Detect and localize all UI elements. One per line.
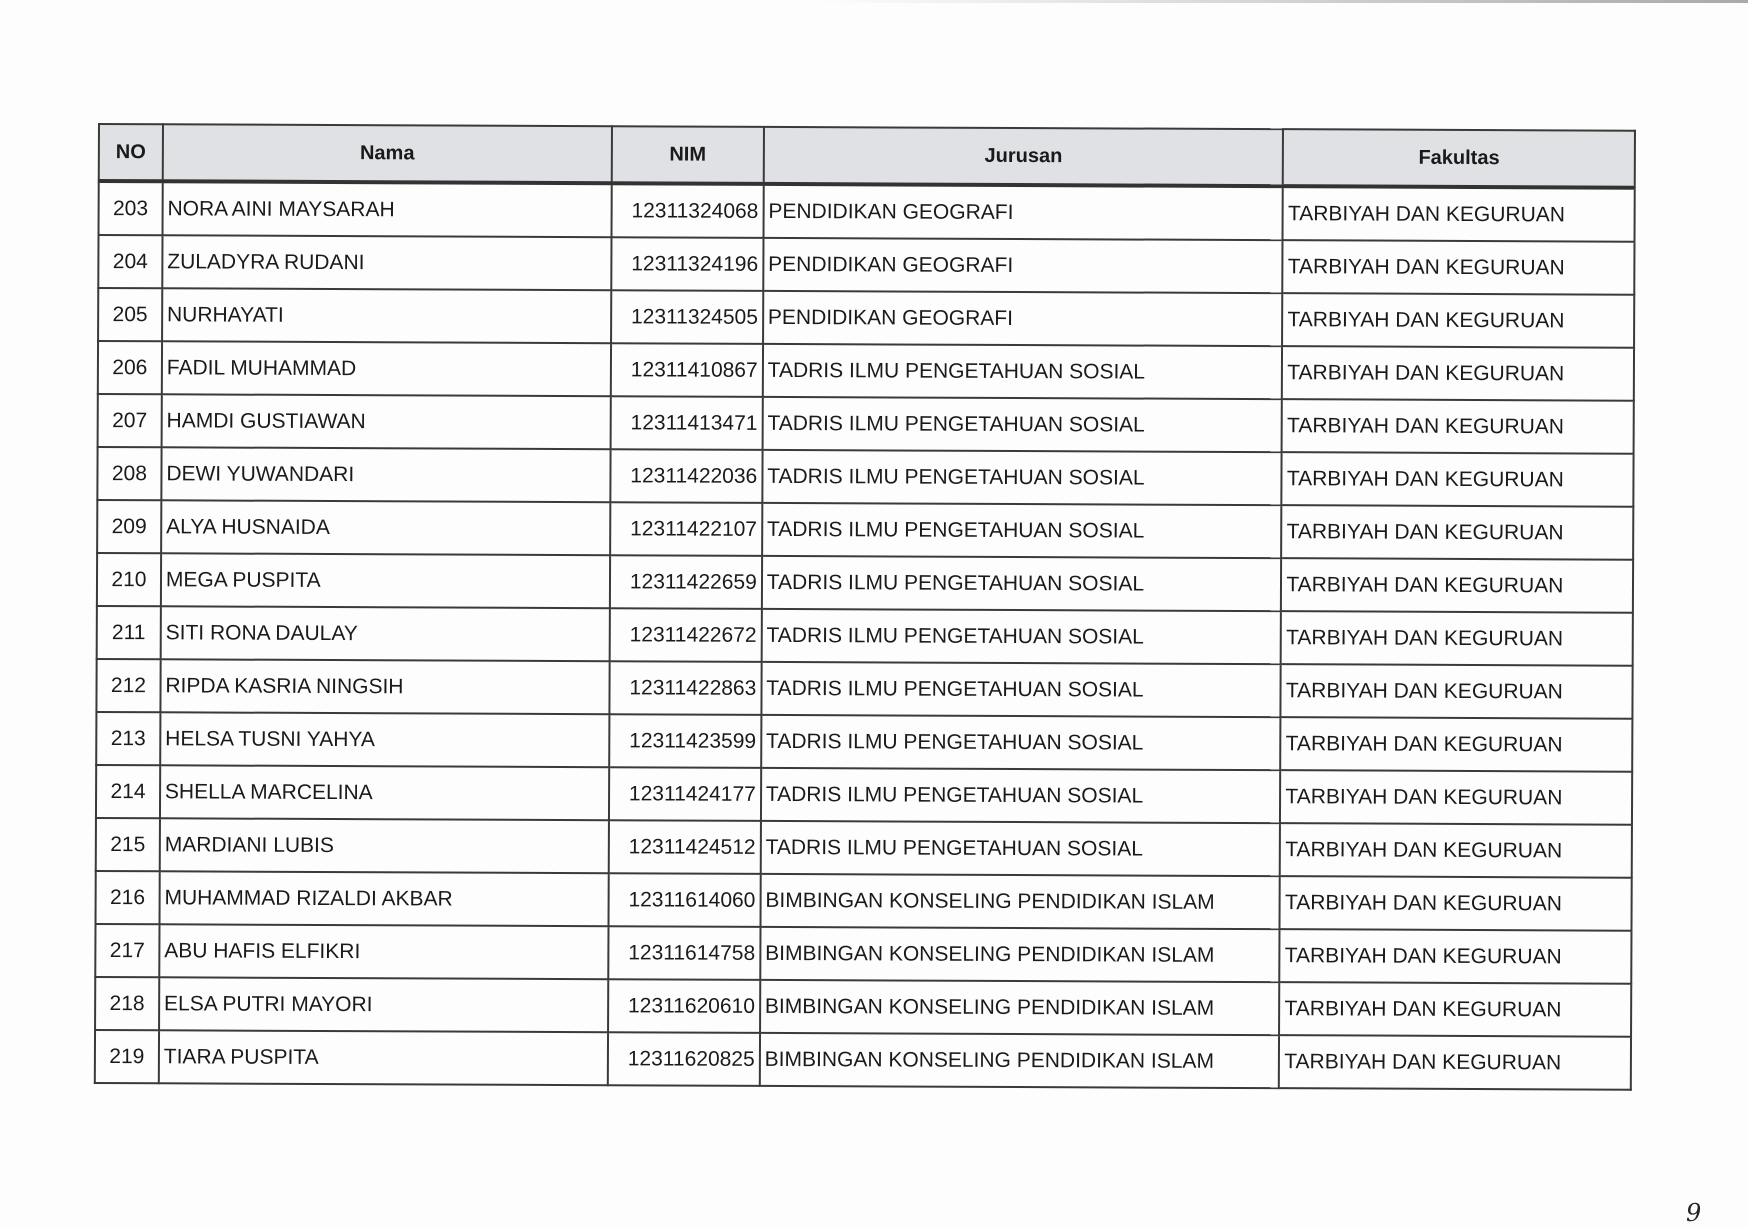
scan-top-edge xyxy=(820,0,1748,3)
page-number-mark: 9 xyxy=(1686,1199,1702,1227)
cell-nim: 12311410867 xyxy=(611,343,763,397)
cell-jurusan: TADRIS ILMU PENGETAHUAN SOSIAL xyxy=(762,556,1282,611)
cell-nim: 12311423599 xyxy=(609,714,761,768)
cell-no: 209 xyxy=(97,500,161,553)
cell-no: 212 xyxy=(96,659,160,712)
cell-fakultas: TARBIYAH DAN KEGURUAN xyxy=(1282,346,1634,401)
cell-no: 213 xyxy=(96,712,160,765)
cell-nim: 12311324505 xyxy=(611,290,763,344)
header-jurusan: Jurusan xyxy=(764,127,1284,186)
cell-fakultas: TARBIYAH DAN KEGURUAN xyxy=(1282,399,1634,454)
cell-fakultas: TARBIYAH DAN KEGURUAN xyxy=(1279,1035,1631,1090)
cell-no: 211 xyxy=(97,606,161,659)
cell-nim: 12311424512 xyxy=(609,820,761,874)
cell-fakultas: TARBIYAH DAN KEGURUAN xyxy=(1281,558,1633,613)
cell-nama: ZULADYRA RUDANI xyxy=(162,235,611,290)
table-row xyxy=(96,659,1632,719)
cell-fakultas: TARBIYAH DAN KEGURUAN xyxy=(1283,240,1635,295)
cell-jurusan: TADRIS ILMU PENGETAHUAN SOSIAL xyxy=(761,609,1281,664)
cell-jurusan: TADRIS ILMU PENGETAHUAN SOSIAL xyxy=(761,715,1281,770)
table-row xyxy=(95,977,1631,1037)
header-no: NO xyxy=(99,124,163,181)
header-nama: Nama xyxy=(163,124,612,183)
table-row xyxy=(95,924,1631,984)
cell-nim: 12311422863 xyxy=(609,661,761,715)
cell-fakultas: TARBIYAH DAN KEGURUAN xyxy=(1281,717,1633,772)
table-row xyxy=(97,447,1633,507)
cell-no: 206 xyxy=(98,341,162,394)
cell-fakultas: TARBIYAH DAN KEGURUAN xyxy=(1282,293,1634,348)
cell-fakultas: TARBIYAH DAN KEGURUAN xyxy=(1283,186,1635,242)
cell-nama: SITI RONA DAULAY xyxy=(161,606,610,661)
header-row xyxy=(99,124,1635,188)
cell-fakultas: TARBIYAH DAN KEGURUAN xyxy=(1279,982,1631,1037)
cell-fakultas: TARBIYAH DAN KEGURUAN xyxy=(1281,611,1633,666)
cell-fakultas: TARBIYAH DAN KEGURUAN xyxy=(1280,876,1632,931)
cell-no: 215 xyxy=(96,818,160,871)
cell-nama: ELSA PUTRI MAYORI xyxy=(159,977,608,1032)
cell-jurusan: BIMBINGAN KONSELING PENDIDIKAN ISLAM xyxy=(760,927,1280,982)
cell-nama: ALYA HUSNAIDA xyxy=(161,500,610,555)
cell-jurusan: PENDIDIKAN GEOGRAFI xyxy=(763,184,1283,240)
table-row xyxy=(96,765,1632,825)
cell-no: 203 xyxy=(99,181,163,235)
cell-fakultas: TARBIYAH DAN KEGURUAN xyxy=(1280,770,1632,825)
cell-nama: SHELLA MARCELINA xyxy=(160,765,609,820)
cell-no: 205 xyxy=(98,288,162,341)
table-row xyxy=(97,553,1633,613)
cell-nama: HELSA TUSNI YAHYA xyxy=(160,712,609,767)
cell-nim: 12311620825 xyxy=(608,1032,760,1086)
cell-jurusan: BIMBINGAN KONSELING PENDIDIKAN ISLAM xyxy=(760,874,1280,929)
table-row xyxy=(98,235,1634,295)
cell-nim: 12311614758 xyxy=(608,926,760,980)
cell-nama: TIARA PUSPITA xyxy=(159,1030,608,1085)
cell-jurusan: TADRIS ILMU PENGETAHUAN SOSIAL xyxy=(761,662,1281,717)
cell-nim: 12311424177 xyxy=(609,767,761,821)
cell-nim: 12311422672 xyxy=(610,608,762,662)
table-row xyxy=(98,288,1634,348)
student-table xyxy=(94,123,1636,1091)
cell-nim: 12311422107 xyxy=(610,502,762,556)
table-row xyxy=(98,394,1634,454)
cell-nama: MARDIANI LUBIS xyxy=(160,818,609,873)
cell-jurusan: PENDIDIKAN GEOGRAFI xyxy=(763,291,1283,346)
cell-nim: 12311324196 xyxy=(611,237,763,291)
cell-fakultas: TARBIYAH DAN KEGURUAN xyxy=(1280,823,1632,878)
cell-no: 217 xyxy=(95,924,159,977)
cell-no: 210 xyxy=(97,553,161,606)
cell-fakultas: TARBIYAH DAN KEGURUAN xyxy=(1282,452,1634,507)
cell-nim: 12311620610 xyxy=(608,979,760,1033)
table-header xyxy=(99,124,1635,188)
cell-fakultas: TARBIYAH DAN KEGURUAN xyxy=(1281,664,1633,719)
cell-nim: 12311422659 xyxy=(610,555,762,609)
cell-no: 219 xyxy=(95,1030,159,1083)
cell-jurusan: TADRIS ILMU PENGETAHUAN SOSIAL xyxy=(761,821,1281,876)
cell-jurusan: TADRIS ILMU PENGETAHUAN SOSIAL xyxy=(762,503,1282,558)
cell-jurusan: BIMBINGAN KONSELING PENDIDIKAN ISLAM xyxy=(760,1033,1280,1088)
cell-nama: HAMDI GUSTIAWAN xyxy=(161,394,610,449)
table-row xyxy=(97,606,1633,666)
cell-no: 204 xyxy=(98,235,162,288)
cell-fakultas: TARBIYAH DAN KEGURUAN xyxy=(1282,505,1634,560)
cell-no: 216 xyxy=(96,871,160,924)
cell-no: 218 xyxy=(95,977,159,1030)
cell-nama: FADIL MUHAMMAD xyxy=(162,341,611,396)
table-row xyxy=(95,1030,1631,1090)
cell-nama: RIPDA KASRIA NINGSIH xyxy=(160,659,609,714)
cell-jurusan: TADRIS ILMU PENGETAHUAN SOSIAL xyxy=(762,450,1282,505)
table-row xyxy=(96,871,1632,931)
cell-nama: ABU HAFIS ELFIKRI xyxy=(159,924,608,979)
cell-no: 208 xyxy=(97,447,161,500)
cell-nama: NURHAYATI xyxy=(162,288,611,343)
cell-nama: NORA AINI MAYSARAH xyxy=(162,181,611,237)
cell-jurusan: BIMBINGAN KONSELING PENDIDIKAN ISLAM xyxy=(760,980,1280,1035)
cell-no: 214 xyxy=(96,765,160,818)
cell-jurusan: TADRIS ILMU PENGETAHUAN SOSIAL xyxy=(763,344,1283,399)
cell-nim: 12311422036 xyxy=(610,449,762,503)
table-row xyxy=(97,500,1633,560)
table-body xyxy=(95,181,1635,1090)
cell-nim: 12311324068 xyxy=(611,183,763,238)
header-fakultas: Fakultas xyxy=(1283,129,1635,188)
cell-fakultas: TARBIYAH DAN KEGURUAN xyxy=(1280,929,1632,984)
cell-nim: 12311413471 xyxy=(610,396,762,450)
cell-no: 207 xyxy=(98,394,162,447)
table-row xyxy=(98,341,1634,401)
table-row xyxy=(96,818,1632,878)
cell-jurusan: TADRIS ILMU PENGETAHUAN SOSIAL xyxy=(762,397,1282,452)
table-row xyxy=(96,712,1632,772)
cell-jurusan: TADRIS ILMU PENGETAHUAN SOSIAL xyxy=(761,768,1281,823)
cell-nama: DEWI YUWANDARI xyxy=(161,447,610,502)
cell-nama: MUHAMMAD RIZALDI AKBAR xyxy=(159,871,608,926)
header-nim: NIM xyxy=(612,126,764,184)
cell-jurusan: PENDIDIKAN GEOGRAFI xyxy=(763,238,1283,293)
cell-nama: MEGA PUSPITA xyxy=(161,553,610,608)
table-row xyxy=(99,181,1635,242)
cell-nim: 12311614060 xyxy=(608,873,760,927)
